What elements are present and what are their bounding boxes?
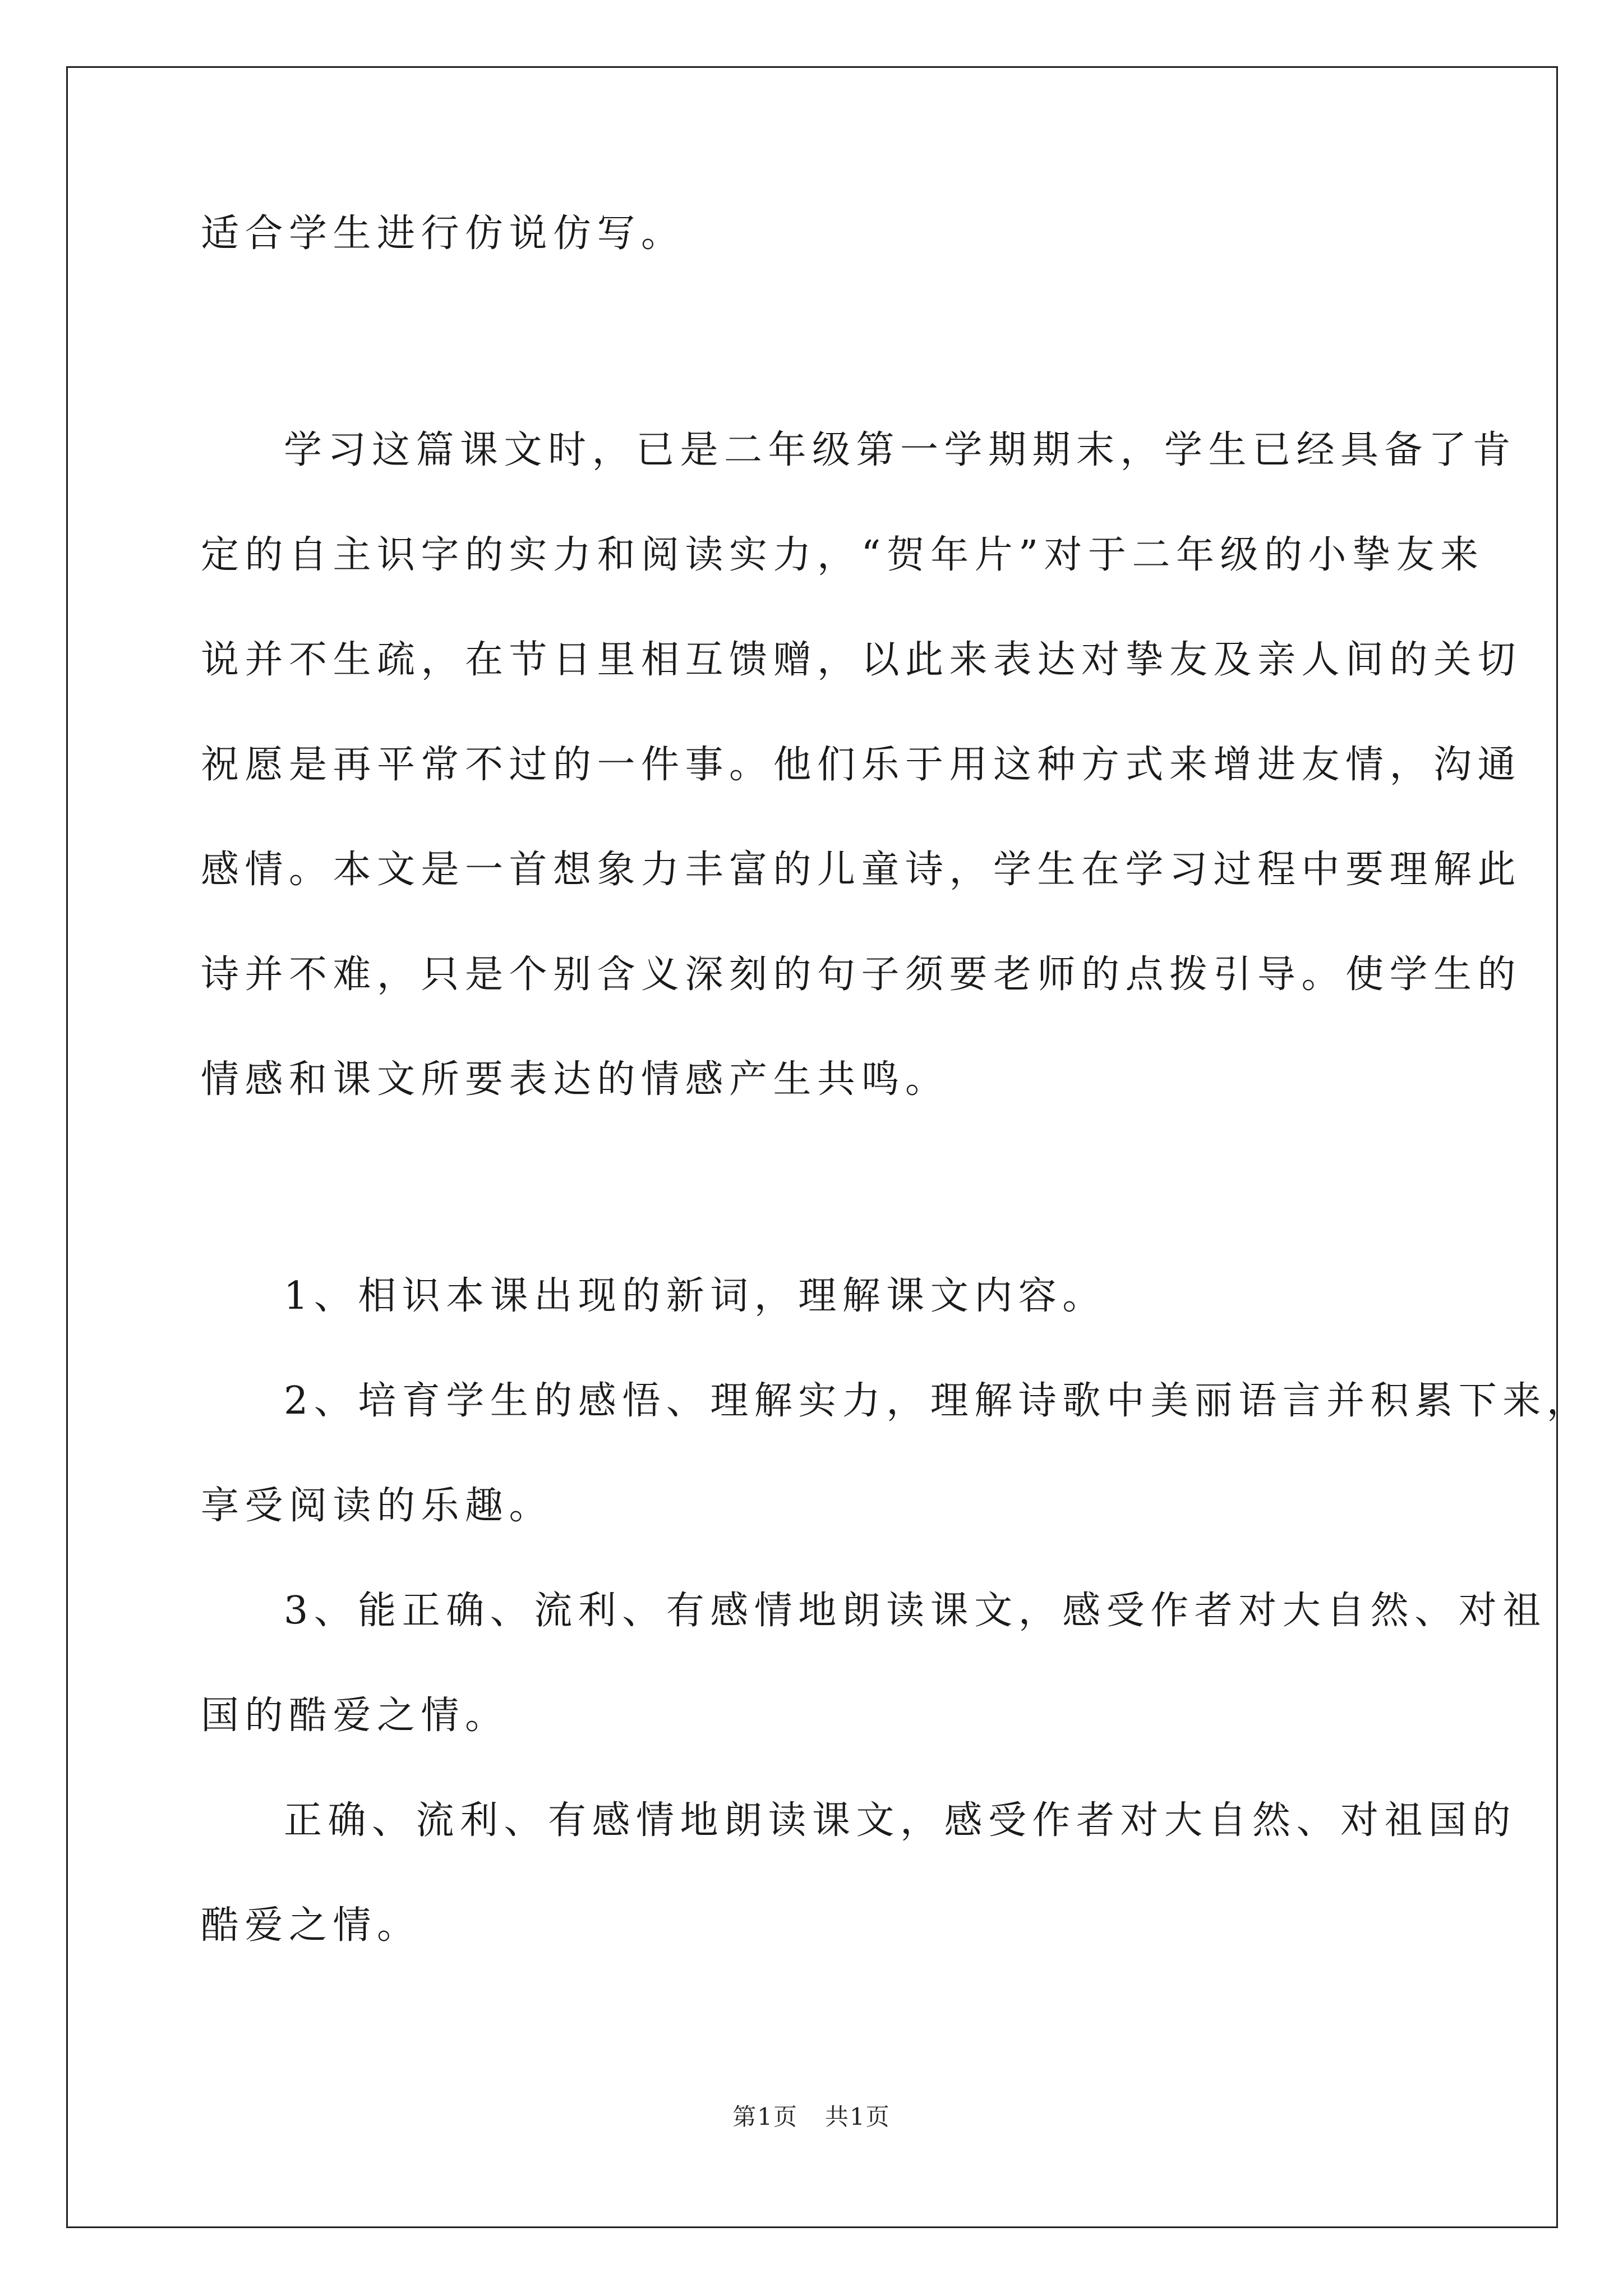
paragraph-line: 适合学生进行仿说仿写。 — [201, 211, 685, 256]
paragraph-line: 学习这篇课文时，已是二年级第一学期期末，学生已经具备了肯 — [284, 428, 1517, 472]
list-item-2-continuation: 享受阅读的乐趣。 — [201, 1484, 554, 1528]
list-item-3: 3、能正确、流利、有感情地朗读课文，感受作者对大自然、对祖 — [284, 1589, 1547, 1633]
paragraph-line: 情感和课文所要表达的情感产生共鸣。 — [201, 1057, 949, 1102]
paragraph-line: 祝愿是再平常不过的一件事。他们乐于用这种方式来增进友情，沟通 — [201, 743, 1522, 787]
paragraph-line: 定的自主识字的实力和阅读实力，“贺年片”对于二年级的小挚友来 — [201, 533, 1484, 577]
paragraph-line: 正确、流利、有感情地朗读课文，感受作者对大自然、对祖国的 — [284, 1798, 1517, 1843]
page-total: 共1页 — [825, 2103, 891, 2131]
paragraph-line: 说并不生疏，在节日里相互馈赠，以此来表达对挚友及亲人间的关切 — [201, 638, 1522, 682]
list-item-3-continuation: 国的酷爱之情。 — [201, 1694, 509, 1738]
list-item-1: 1、相识本课出现的新词，理解课文内容。 — [284, 1274, 1106, 1318]
paragraph-line: 诗并不难，只是个别含义深刻的句子须要老师的点拨引导。使学生的 — [201, 953, 1522, 997]
paragraph-line: 酷爱之情。 — [201, 1903, 421, 1948]
list-item-2: 2、培育学生的感悟、理解实力，理解诗歌中美丽语言并积累下来， — [284, 1379, 1591, 1423]
page-number: 第1页 — [732, 2103, 798, 2131]
page-footer — [0, 2101, 1623, 2133]
paragraph-line: 感情。本文是一首想象力丰富的儿童诗，学生在学习过程中要理解此 — [201, 848, 1522, 892]
